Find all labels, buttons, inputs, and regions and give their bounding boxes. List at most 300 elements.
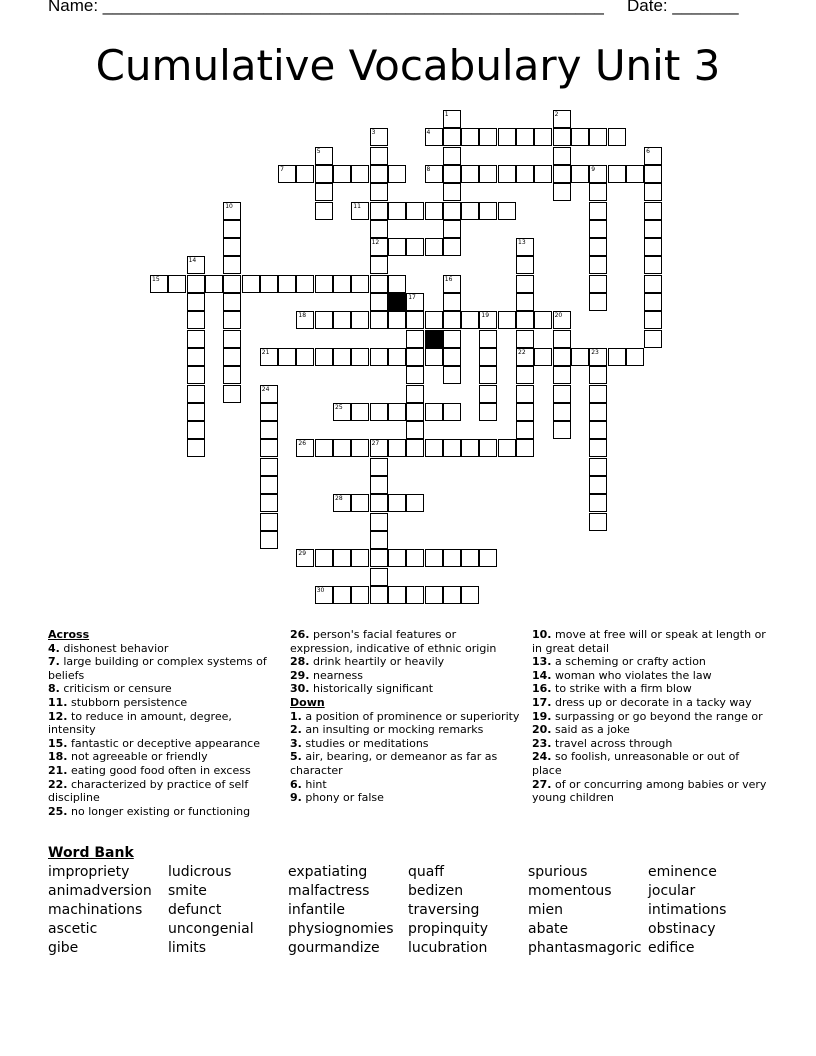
grid-cell[interactable]	[534, 165, 552, 183]
grid-cell[interactable]	[388, 403, 406, 421]
grid-cell[interactable]	[260, 403, 278, 421]
clue-text: surpassing or go beyond the range or	[555, 709, 763, 723]
clue-item	[290, 723, 520, 737]
grid-cell[interactable]	[589, 439, 607, 457]
clue-number-22: 22	[518, 348, 526, 356]
grid-cell[interactable]	[223, 256, 241, 274]
grid-cell[interactable]	[296, 275, 314, 293]
grid-cell[interactable]	[589, 202, 607, 220]
clue-number: 28.	[290, 655, 310, 669]
grid-cell[interactable]	[260, 513, 278, 531]
grid-cell-black	[425, 330, 443, 348]
grid-cell[interactable]	[479, 330, 497, 348]
clue-number: 17.	[532, 695, 552, 709]
clue-number: 3.	[290, 736, 302, 750]
grid-cell[interactable]	[351, 494, 369, 512]
grid-cell[interactable]	[388, 202, 406, 220]
grid-cell[interactable]	[406, 403, 424, 421]
grid-cell[interactable]	[553, 366, 571, 384]
grid-cell[interactable]	[187, 385, 205, 403]
grid-cell[interactable]	[516, 128, 534, 146]
grid-cell[interactable]	[370, 311, 388, 329]
grid-cell[interactable]	[260, 494, 278, 512]
clue-number: 10.	[532, 628, 552, 641]
grid-cell[interactable]	[553, 128, 571, 146]
grid-cell[interactable]	[370, 531, 388, 549]
grid-cell[interactable]	[406, 330, 424, 348]
clue-item	[532, 710, 768, 724]
grid-cell[interactable]	[443, 403, 461, 421]
clue-number: 29.	[290, 668, 310, 682]
grid-cell[interactable]	[589, 458, 607, 476]
grid-cell[interactable]	[589, 385, 607, 403]
grid-cell[interactable]	[498, 165, 516, 183]
clue-item	[48, 805, 278, 819]
grid-cell[interactable]	[406, 549, 424, 567]
grid-cell[interactable]	[370, 293, 388, 311]
grid-cell[interactable]	[205, 275, 223, 293]
grid-cell[interactable]	[406, 202, 424, 220]
word-bank-title: Word Bank	[48, 845, 134, 861]
grid-cell[interactable]	[589, 476, 607, 494]
grid-cell[interactable]	[516, 403, 534, 421]
grid-cell[interactable]	[553, 165, 571, 183]
grid-cell[interactable]	[443, 128, 461, 146]
grid-cell[interactable]	[315, 165, 333, 183]
clue-item	[48, 737, 278, 751]
clue-number: 9.	[290, 791, 302, 805]
grid-cell[interactable]	[187, 421, 205, 439]
clue-text: not agreeable or friendly	[71, 750, 208, 764]
grid-cell[interactable]	[187, 439, 205, 457]
grid-cell[interactable]	[644, 220, 662, 238]
grid-cell[interactable]	[406, 586, 424, 604]
grid-cell[interactable]	[461, 439, 479, 457]
grid-cell[interactable]	[571, 165, 589, 183]
grid-cell[interactable]	[589, 513, 607, 531]
clue-number: 5.	[290, 750, 302, 764]
page-title: Cumulative Vocabulary Unit 3	[95, 41, 721, 90]
grid-cell[interactable]	[260, 476, 278, 494]
grid-cell[interactable]	[498, 439, 516, 457]
word-bank-item: jocular	[648, 883, 696, 899]
grid-cell[interactable]	[388, 238, 406, 256]
grid-cell[interactable]	[370, 202, 388, 220]
grid-cell[interactable]	[443, 183, 461, 201]
grid-cell[interactable]	[589, 275, 607, 293]
clue-number: 4.	[48, 641, 60, 655]
grid-cell[interactable]	[187, 275, 205, 293]
grid-cell[interactable]	[479, 165, 497, 183]
grid-cell[interactable]	[315, 311, 333, 329]
clue-text: dress up or decorate in a tacky way	[555, 695, 752, 709]
grid-cell[interactable]	[516, 385, 534, 403]
clue-text: to strike with a firm blow	[555, 682, 692, 696]
grid-cell[interactable]	[223, 348, 241, 366]
clue-number: 14.	[532, 668, 552, 682]
grid-cell[interactable]	[644, 202, 662, 220]
grid-cell[interactable]	[516, 330, 534, 348]
grid-cell[interactable]	[187, 311, 205, 329]
grid-cell[interactable]	[443, 220, 461, 238]
clue-number-28: 28	[335, 495, 343, 503]
grid-cell[interactable]	[370, 494, 388, 512]
grid-cell[interactable]	[406, 494, 424, 512]
grid-cell[interactable]	[443, 147, 461, 165]
grid-cell[interactable]	[498, 128, 516, 146]
grid-cell[interactable]	[351, 549, 369, 567]
clue-item	[48, 655, 278, 682]
grid-cell[interactable]	[479, 128, 497, 146]
grid-cell[interactable]	[315, 348, 333, 366]
clue-item	[532, 723, 768, 737]
clue-number-9: 9	[591, 165, 596, 173]
grid-cell[interactable]	[534, 128, 552, 146]
grid-cell[interactable]	[187, 293, 205, 311]
word-bank	[48, 863, 768, 963]
grid-cell[interactable]	[223, 275, 241, 293]
grid-cell[interactable]	[425, 202, 443, 220]
grid-cell[interactable]	[370, 220, 388, 238]
grid-cell[interactable]	[534, 348, 552, 366]
grid-cell[interactable]	[278, 348, 296, 366]
clue-item	[48, 696, 278, 710]
clue-text: no longer existing or functioning	[71, 804, 251, 818]
grid-cell[interactable]	[461, 586, 479, 604]
grid-cell[interactable]	[187, 348, 205, 366]
clue-number-20: 20	[554, 312, 563, 320]
name-field[interactable]: Name: _____________________________________________________	[48, 0, 604, 15]
clue-number-10: 10	[225, 202, 233, 210]
grid-cell[interactable]	[644, 311, 662, 329]
clue-number-18: 18	[298, 312, 307, 320]
clue-text: eating good food often in excess	[71, 763, 251, 777]
grid-cell[interactable]	[223, 366, 241, 384]
grid-cell[interactable]	[351, 348, 369, 366]
grid-cell[interactable]	[296, 348, 314, 366]
grid-cell[interactable]	[443, 165, 461, 183]
grid-cell[interactable]	[315, 202, 333, 220]
grid-cell[interactable]	[626, 165, 644, 183]
clue-number-14: 14	[188, 257, 197, 265]
grid-cell[interactable]	[242, 275, 260, 293]
clue-number-4: 4	[426, 129, 431, 137]
clue-text: air, bearing, or demeanor as far as character	[290, 750, 498, 777]
clue-number: 22.	[48, 777, 68, 791]
grid-cell[interactable]	[644, 293, 662, 311]
clue-text: dishonest behavior	[63, 641, 169, 655]
grid-cell[interactable]	[223, 238, 241, 256]
grid-cell[interactable]	[296, 165, 314, 183]
grid-cell[interactable]	[589, 293, 607, 311]
clue-item	[290, 791, 520, 805]
grid-cell[interactable]	[388, 439, 406, 457]
grid-cell[interactable]	[425, 403, 443, 421]
grid-cell[interactable]	[315, 183, 333, 201]
grid-cell[interactable]	[406, 366, 424, 384]
grid-cell[interactable]	[351, 275, 369, 293]
grid-cell[interactable]	[370, 348, 388, 366]
date-field[interactable]: Date: _______	[627, 0, 739, 15]
clue-item	[48, 710, 278, 737]
clue-text: criticism or censure	[63, 682, 172, 696]
grid-cell[interactable]	[370, 147, 388, 165]
clue-number-5: 5	[316, 147, 321, 155]
grid-cell[interactable]	[443, 549, 461, 567]
word-bank-item: limits	[168, 940, 207, 956]
grid-cell[interactable]	[370, 458, 388, 476]
clue-text: characterized by practice of self discipline	[48, 777, 249, 805]
grid-cell[interactable]	[479, 549, 497, 567]
clue-number-2: 2	[554, 111, 559, 118]
grid-cell[interactable]	[370, 549, 388, 567]
grid-cell[interactable]	[278, 275, 296, 293]
grid-cell[interactable]	[370, 256, 388, 274]
grid-cell[interactable]	[388, 165, 406, 183]
grid-cell[interactable]	[479, 385, 497, 403]
grid-cell[interactable]	[260, 531, 278, 549]
grid-cell[interactable]	[351, 311, 369, 329]
grid-cell[interactable]	[370, 476, 388, 494]
grid-cell[interactable]	[516, 311, 534, 329]
clue-item	[48, 778, 278, 805]
clue-item	[532, 628, 768, 655]
word-bank-item: gourmandize	[288, 940, 380, 956]
grid-cell[interactable]	[388, 311, 406, 329]
grid-cell[interactable]	[644, 256, 662, 274]
clue-number: 7.	[48, 655, 60, 669]
grid-cell[interactable]	[333, 348, 351, 366]
grid-cell[interactable]	[589, 494, 607, 512]
clue-item	[290, 628, 520, 655]
grid-cell[interactable]	[626, 348, 644, 366]
grid-cell[interactable]	[479, 202, 497, 220]
grid-cell[interactable]	[425, 348, 443, 366]
grid-cell[interactable]	[187, 403, 205, 421]
word-bank-item: edifice	[648, 940, 695, 956]
clue-number-21: 21	[261, 348, 270, 356]
grid-cell[interactable]	[516, 293, 534, 311]
grid-cell[interactable]	[388, 586, 406, 604]
grid-cell[interactable]	[534, 311, 552, 329]
grid-cell[interactable]	[260, 421, 278, 439]
grid-cell[interactable]	[351, 586, 369, 604]
word-bank-item: propinquity	[408, 921, 488, 937]
grid-cell[interactable]	[260, 439, 278, 457]
word-bank-item: malfactress	[288, 883, 370, 899]
grid-cell[interactable]	[223, 311, 241, 329]
clue-number: 8.	[48, 682, 60, 696]
clue-text: studies or meditations	[305, 736, 429, 750]
grid-cell[interactable]	[443, 311, 461, 329]
grid-cell[interactable]	[479, 348, 497, 366]
grid-cell[interactable]	[443, 330, 461, 348]
grid-cell[interactable]	[479, 403, 497, 421]
grid-cell[interactable]	[406, 421, 424, 439]
clue-item	[48, 642, 278, 656]
grid-cell[interactable]	[644, 275, 662, 293]
word-bank-item: expatiating	[288, 864, 368, 880]
clue-number-12: 12	[371, 239, 380, 247]
grid-cell[interactable]	[351, 439, 369, 457]
grid-cell[interactable]	[553, 421, 571, 439]
clues-column-1	[48, 628, 278, 818]
grid-cell[interactable]	[498, 311, 516, 329]
grid-cell[interactable]	[553, 403, 571, 421]
clue-item	[290, 682, 520, 696]
clue-number: 6.	[290, 777, 302, 791]
grid-cell[interactable]	[443, 202, 461, 220]
grid-cell[interactable]	[589, 366, 607, 384]
clue-text: said as a joke	[555, 723, 630, 737]
grid-cell[interactable]	[479, 439, 497, 457]
grid-cell[interactable]	[553, 330, 571, 348]
grid-cell[interactable]	[168, 275, 186, 293]
grid-cell[interactable]	[608, 165, 626, 183]
grid-cell[interactable]	[461, 128, 479, 146]
grid-cell[interactable]	[516, 275, 534, 293]
word-bank-item: machinations	[48, 902, 143, 918]
grid-cell[interactable]	[589, 183, 607, 201]
grid-cell[interactable]	[589, 128, 607, 146]
grid-cell[interactable]	[333, 165, 351, 183]
clue-number-25: 25	[335, 403, 343, 411]
grid-cell[interactable]	[589, 220, 607, 238]
grid-cell[interactable]	[333, 439, 351, 457]
grid-cell[interactable]	[315, 549, 333, 567]
clue-number: 11.	[48, 695, 68, 709]
grid-cell[interactable]	[406, 238, 424, 256]
grid-cell[interactable]	[370, 513, 388, 531]
grid-cell[interactable]	[516, 165, 534, 183]
grid-cell[interactable]	[351, 403, 369, 421]
grid-cell[interactable]	[333, 549, 351, 567]
grid-cell[interactable]	[443, 439, 461, 457]
clue-number-29: 29	[298, 550, 307, 558]
word-bank-item: momentous	[528, 883, 612, 899]
grid-cell[interactable]	[370, 165, 388, 183]
grid-cell[interactable]	[425, 586, 443, 604]
grid-cell[interactable]	[388, 494, 406, 512]
grid-cell[interactable]	[260, 458, 278, 476]
grid-cell[interactable]	[479, 366, 497, 384]
grid-cell[interactable]	[370, 568, 388, 586]
grid-cell[interactable]	[223, 385, 241, 403]
grid-cell[interactable]	[461, 311, 479, 329]
clue-item	[48, 750, 278, 764]
grid-cell[interactable]	[553, 183, 571, 201]
grid-cell[interactable]	[553, 348, 571, 366]
grid-cell[interactable]	[223, 220, 241, 238]
grid-cell[interactable]	[351, 165, 369, 183]
grid-cell[interactable]	[370, 275, 388, 293]
grid-cell[interactable]	[333, 275, 351, 293]
grid-cell[interactable]	[589, 256, 607, 274]
grid-cell[interactable]	[187, 330, 205, 348]
grid-cell[interactable]	[644, 183, 662, 201]
clue-number: 24.	[532, 750, 552, 764]
clue-item	[290, 710, 520, 724]
clue-item	[48, 682, 278, 696]
clue-text: travel across through	[555, 736, 673, 750]
grid-cell[interactable]	[443, 348, 461, 366]
clue-number: 23.	[532, 736, 552, 750]
grid-cell[interactable]	[589, 403, 607, 421]
grid-cell[interactable]	[406, 348, 424, 366]
clue-number-7: 7	[280, 165, 284, 173]
grid-cell[interactable]	[425, 311, 443, 329]
clue-number: 25.	[48, 804, 68, 818]
grid-cell[interactable]	[333, 586, 351, 604]
word-bank-item: bedizen	[408, 883, 464, 899]
grid-cell[interactable]	[589, 421, 607, 439]
grid-cell[interactable]	[644, 330, 662, 348]
grid-cell[interactable]	[333, 311, 351, 329]
grid-cell[interactable]	[516, 421, 534, 439]
grid-cell[interactable]	[443, 586, 461, 604]
clue-number: 12.	[48, 709, 68, 723]
grid-cell[interactable]	[223, 293, 241, 311]
grid-cell[interactable]	[260, 275, 278, 293]
grid-cell[interactable]	[644, 165, 662, 183]
grid-cell[interactable]	[370, 403, 388, 421]
grid-cell[interactable]	[608, 348, 626, 366]
grid-cell[interactable]	[644, 238, 662, 256]
grid-cell[interactable]	[388, 549, 406, 567]
grid-cell[interactable]	[388, 348, 406, 366]
grid-cell[interactable]	[425, 238, 443, 256]
grid-cell[interactable]	[406, 439, 424, 457]
grid-cell[interactable]	[461, 165, 479, 183]
grid-cell[interactable]	[589, 238, 607, 256]
grid-cell[interactable]	[370, 586, 388, 604]
clue-text: to reduce in amount, degree, intensity	[48, 709, 232, 737]
grid-cell[interactable]	[187, 366, 205, 384]
word-bank-item: spurious	[528, 864, 588, 880]
grid-cell[interactable]	[571, 348, 589, 366]
grid-cell[interactable]	[425, 439, 443, 457]
grid-cell[interactable]	[388, 275, 406, 293]
grid-cell[interactable]	[223, 330, 241, 348]
grid-cell[interactable]	[498, 202, 516, 220]
clue-text: so foolish, unreasonable or out of place	[532, 750, 740, 777]
grid-cell[interactable]	[443, 293, 461, 311]
grid-cell[interactable]	[516, 366, 534, 384]
clue-text: fantastic or deceptive appearance	[71, 736, 260, 750]
word-bank-item: animadversion	[48, 883, 152, 899]
clue-number: 13.	[532, 655, 552, 669]
grid-cell[interactable]	[461, 202, 479, 220]
grid-cell[interactable]	[571, 128, 589, 146]
grid-cell[interactable]	[516, 439, 534, 457]
grid-cell[interactable]	[443, 238, 461, 256]
grid-cell[interactable]	[443, 366, 461, 384]
grid-cell[interactable]	[553, 385, 571, 403]
grid-cell[interactable]	[425, 549, 443, 567]
grid-cell[interactable]	[516, 256, 534, 274]
grid-cell[interactable]	[370, 183, 388, 201]
clue-item	[532, 696, 768, 710]
grid-cell[interactable]	[553, 147, 571, 165]
grid-cell[interactable]	[608, 128, 626, 146]
grid-cell[interactable]	[406, 385, 424, 403]
grid-cell[interactable]	[461, 549, 479, 567]
grid-cell[interactable]	[406, 311, 424, 329]
grid-cell[interactable]	[315, 439, 333, 457]
grid-cell[interactable]	[315, 275, 333, 293]
clue-item	[290, 669, 520, 683]
clue-number-8: 8	[426, 165, 431, 173]
